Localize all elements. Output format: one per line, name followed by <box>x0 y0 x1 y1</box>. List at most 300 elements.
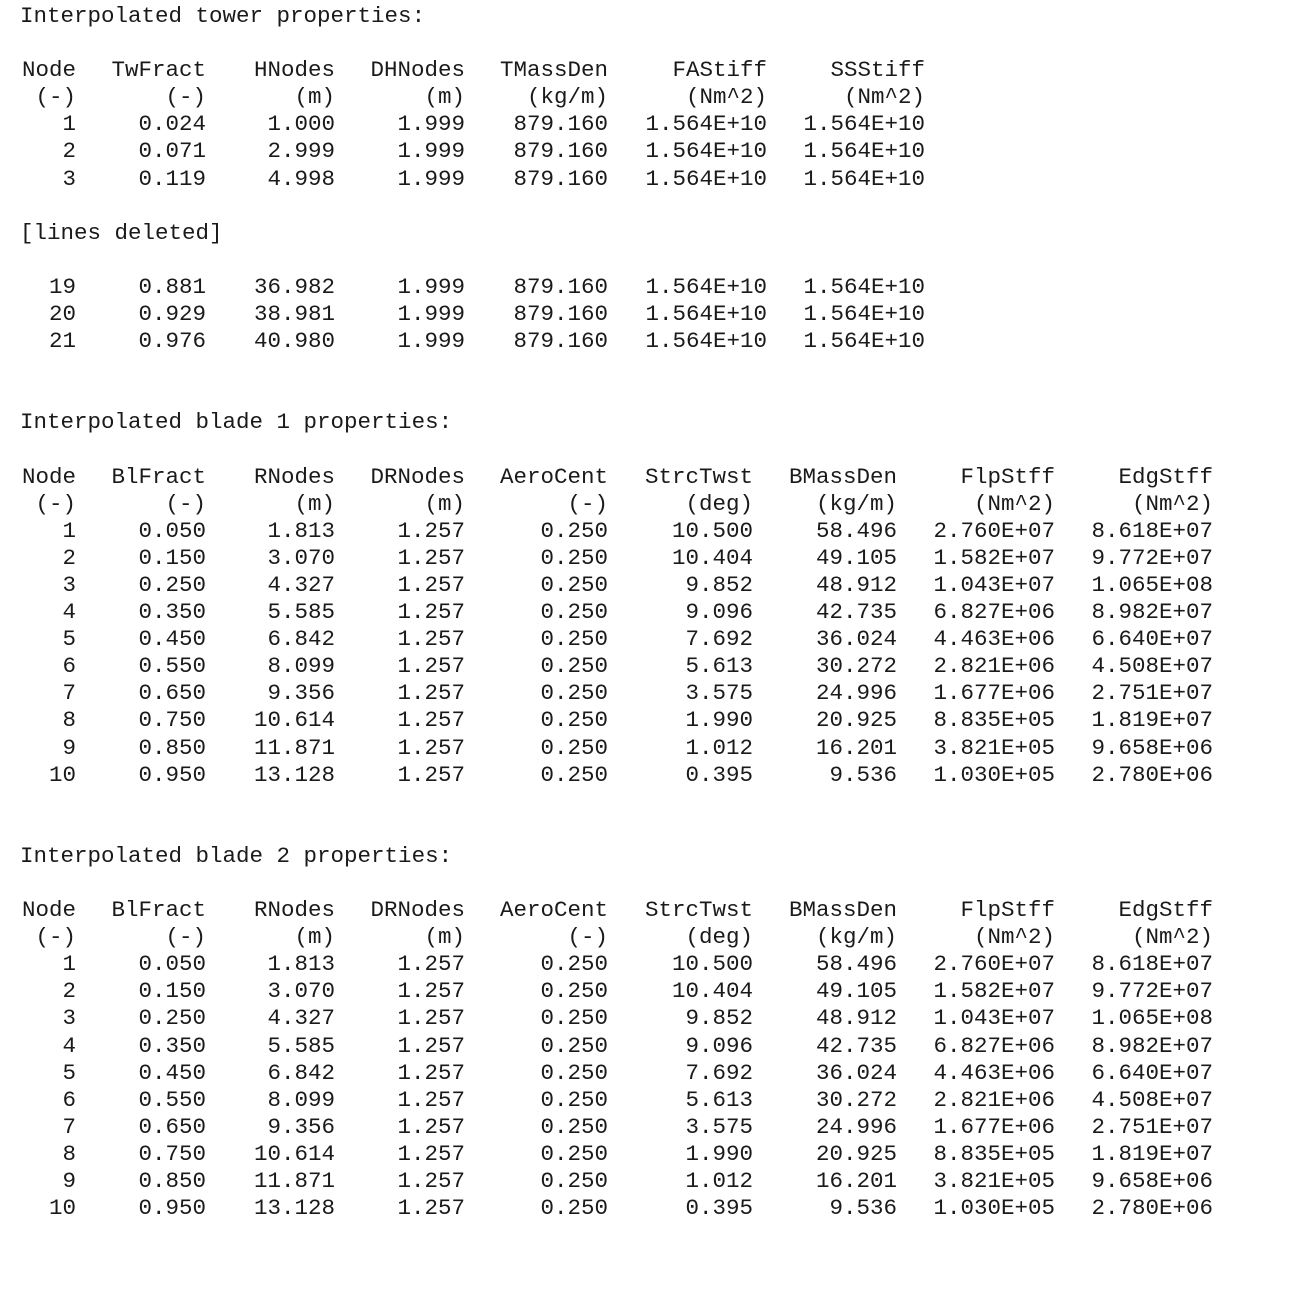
table-row <box>20 328 1290 355</box>
table-cell: 1.030E+05 <box>933 761 1055 788</box>
table-cell: 1.000 <box>267 111 335 138</box>
tower-section <box>20 3 1290 355</box>
table-cell: 9 <box>62 1168 76 1195</box>
table-cell: 9.356 <box>267 680 335 707</box>
unit-label: (Nm^2) <box>1131 924 1213 951</box>
table-cell: 0.250 <box>540 1059 608 1086</box>
table-row <box>20 735 1290 762</box>
table-cell: 0.250 <box>540 653 608 680</box>
table-cell: 0.250 <box>540 571 608 598</box>
table-row <box>20 518 1290 545</box>
table-cell: 0.250 <box>540 1140 608 1167</box>
table-cell: 9 <box>62 734 76 761</box>
table-cell: 0.250 <box>540 1005 608 1032</box>
unit-label: (Nm^2) <box>685 84 767 111</box>
table-cell: 0.395 <box>685 1195 753 1222</box>
table-cell: 38.981 <box>253 301 335 328</box>
table-cell: 2.780E+06 <box>1091 761 1213 788</box>
unit-label: (Nm^2) <box>1131 490 1213 517</box>
unit-label: (deg) <box>685 924 753 951</box>
table-cell: 1.990 <box>685 707 753 734</box>
table-cell: 30.272 <box>815 653 897 680</box>
table-cell: 4.327 <box>267 1005 335 1032</box>
blade-1-rows <box>20 518 1290 789</box>
blade-1-title: Interpolated blade 1 properties: <box>20 409 453 436</box>
table-cell: 0.550 <box>138 653 206 680</box>
tower-title: Interpolated tower properties: <box>20 3 426 29</box>
table-cell: 0.929 <box>138 301 206 328</box>
spacer <box>20 247 1290 274</box>
table-cell: 0.250 <box>540 734 608 761</box>
table-cell: 0.250 <box>540 599 608 626</box>
column-header: TwFract <box>111 57 206 84</box>
unit-label: (-) <box>567 490 608 517</box>
unit-label: (m) <box>424 490 465 517</box>
column-header: DRNodes <box>370 463 465 490</box>
table-cell: 9.658E+06 <box>1091 1168 1213 1195</box>
column-header: AeroCent <box>499 463 608 490</box>
table-cell: 5.585 <box>267 599 335 626</box>
table-cell: 1.257 <box>397 626 465 653</box>
table-row <box>20 951 1290 978</box>
table-cell: 1.257 <box>397 1005 465 1032</box>
table-cell: 21 <box>48 328 76 355</box>
table-row <box>20 1141 1290 1168</box>
table-row <box>20 1087 1290 1114</box>
table-cell: 58.496 <box>815 951 897 978</box>
table-cell: 1.999 <box>397 273 465 300</box>
table-cell: 7 <box>62 1113 76 1140</box>
table-cell: 42.735 <box>815 1032 897 1059</box>
table-cell: 10.500 <box>671 951 753 978</box>
table-row <box>20 707 1290 734</box>
table-cell: 1.257 <box>397 1195 465 1222</box>
table-cell: 1.564E+10 <box>645 165 767 192</box>
table-row <box>20 626 1290 653</box>
table-cell: 11.871 <box>253 734 335 761</box>
table-cell: 58.496 <box>815 517 897 544</box>
table-cell: 2.999 <box>267 138 335 165</box>
table-cell: 8.835E+05 <box>933 1140 1055 1167</box>
table-row <box>20 1114 1290 1141</box>
table-cell: 8.618E+07 <box>1091 517 1213 544</box>
table-cell: 0.350 <box>138 599 206 626</box>
table-row <box>20 111 1290 138</box>
table-cell: 0.050 <box>138 517 206 544</box>
table-cell: 3 <box>62 571 76 598</box>
unit-label: (m) <box>294 84 335 111</box>
table-row <box>20 1195 1290 1222</box>
table-cell: 1.999 <box>397 138 465 165</box>
unit-label: (-) <box>165 84 206 111</box>
table-cell: 6.842 <box>267 1059 335 1086</box>
table-cell: 36.024 <box>815 626 897 653</box>
table-cell: 13.128 <box>253 1195 335 1222</box>
table-cell: 0.250 <box>540 544 608 571</box>
table-cell: 0.250 <box>540 517 608 544</box>
table-cell: 0.881 <box>138 273 206 300</box>
tower-header-row <box>20 57 1290 84</box>
table-row <box>20 653 1290 680</box>
table-cell: 8.618E+07 <box>1091 951 1213 978</box>
table-cell: 1.257 <box>397 599 465 626</box>
column-header: FlpStff <box>960 897 1055 924</box>
table-cell: 10.500 <box>671 517 753 544</box>
table-cell: 1.030E+05 <box>933 1195 1055 1222</box>
spacer <box>20 382 1290 409</box>
table-cell: 10 <box>48 761 76 788</box>
table-cell: 3.575 <box>685 1113 753 1140</box>
table-row <box>20 138 1290 165</box>
table-cell: 1.257 <box>397 1086 465 1113</box>
table-cell: 11.871 <box>253 1168 335 1195</box>
unit-label: (-) <box>35 84 76 111</box>
table-cell: 1.564E+10 <box>803 301 925 328</box>
column-header: RNodes <box>253 463 335 490</box>
table-cell: 879.160 <box>513 301 608 328</box>
table-cell: 6.827E+06 <box>933 599 1055 626</box>
table-cell: 1.257 <box>397 951 465 978</box>
table-cell: 0.250 <box>540 626 608 653</box>
column-header: AeroCent <box>499 897 608 924</box>
table-row <box>20 599 1290 626</box>
table-cell: 1.257 <box>397 1032 465 1059</box>
output-listing <box>20 3 1290 1222</box>
unit-label: (kg/m) <box>815 490 897 517</box>
table-cell: 0.750 <box>138 1140 206 1167</box>
table-cell: 1.257 <box>397 1059 465 1086</box>
table-row <box>20 1060 1290 1087</box>
table-cell: 4.463E+06 <box>933 626 1055 653</box>
table-cell: 0.250 <box>138 1005 206 1032</box>
table-cell: 0.050 <box>138 951 206 978</box>
unit-label: (-) <box>35 490 76 517</box>
table-cell: 0.250 <box>540 761 608 788</box>
table-cell: 5.585 <box>267 1032 335 1059</box>
blade-2-title: Interpolated blade 2 properties: <box>20 842 453 869</box>
table-cell: 879.160 <box>513 111 608 138</box>
blade-2-rows <box>20 951 1290 1222</box>
table-cell: 1.257 <box>397 707 465 734</box>
column-header: Node <box>21 463 76 490</box>
spacer <box>20 193 1290 220</box>
table-cell: 1.257 <box>397 978 465 1005</box>
table-cell: 4.508E+07 <box>1091 1086 1213 1113</box>
table-row <box>20 301 1290 328</box>
column-header: Node <box>21 897 76 924</box>
table-cell: 8.982E+07 <box>1091 1032 1213 1059</box>
spacer <box>20 355 1290 382</box>
table-cell: 2.821E+06 <box>933 653 1055 680</box>
table-cell: 879.160 <box>513 328 608 355</box>
table-cell: 5 <box>62 1059 76 1086</box>
spacer <box>20 816 1290 843</box>
unit-label: (-) <box>165 490 206 517</box>
table-cell: 0.650 <box>138 1113 206 1140</box>
unit-label: (deg) <box>685 490 753 517</box>
table-cell: 1.065E+08 <box>1091 1005 1213 1032</box>
table-cell: 1.065E+08 <box>1091 571 1213 598</box>
table-cell: 9.852 <box>685 1005 753 1032</box>
blade-1-header-row <box>20 464 1290 491</box>
table-cell: 4.327 <box>267 571 335 598</box>
column-header: RNodes <box>253 897 335 924</box>
table-cell: 1.257 <box>397 761 465 788</box>
table-cell: 9.772E+07 <box>1091 544 1213 571</box>
table-cell: 6.640E+07 <box>1091 626 1213 653</box>
column-header: FAStiff <box>672 57 767 84</box>
table-cell: 1.999 <box>397 111 465 138</box>
table-cell: 4 <box>62 599 76 626</box>
table-cell: 9.772E+07 <box>1091 978 1213 1005</box>
table-cell: 1.813 <box>267 951 335 978</box>
unit-label: (kg/m) <box>526 84 608 111</box>
table-cell: 1.257 <box>397 1140 465 1167</box>
table-cell: 2.751E+07 <box>1091 1113 1213 1140</box>
table-cell: 3 <box>62 165 76 192</box>
table-cell: 24.996 <box>815 680 897 707</box>
table-cell: 4.998 <box>267 165 335 192</box>
table-cell: 9.852 <box>685 571 753 598</box>
table-cell: 1.257 <box>397 571 465 598</box>
table-cell: 0.250 <box>540 978 608 1005</box>
table-cell: 5.613 <box>685 653 753 680</box>
table-cell: 16.201 <box>815 1168 897 1195</box>
table-cell: 0.250 <box>540 1168 608 1195</box>
column-header: SSStiff <box>830 57 925 84</box>
table-cell: 879.160 <box>513 165 608 192</box>
table-cell: 1.257 <box>397 544 465 571</box>
table-cell: 30.272 <box>815 1086 897 1113</box>
table-cell: 36.982 <box>253 273 335 300</box>
column-header: FlpStff <box>960 463 1055 490</box>
table-cell: 20.925 <box>815 1140 897 1167</box>
table-cell: 1.257 <box>397 680 465 707</box>
table-cell: 1.999 <box>397 328 465 355</box>
table-cell: 9.096 <box>685 599 753 626</box>
table-cell: 3.821E+05 <box>933 734 1055 761</box>
blade-2-units-row <box>20 924 1290 951</box>
table-cell: 36.024 <box>815 1059 897 1086</box>
table-cell: 0.976 <box>138 328 206 355</box>
blade-2-section <box>20 843 1290 1222</box>
unit-label: (kg/m) <box>815 924 897 951</box>
table-row <box>20 1033 1290 1060</box>
table-cell: 1.677E+06 <box>933 1113 1055 1140</box>
table-cell: 1 <box>62 951 76 978</box>
table-cell: 879.160 <box>513 273 608 300</box>
unit-label: (-) <box>165 924 206 951</box>
table-cell: 19 <box>48 273 76 300</box>
table-cell: 16.201 <box>815 734 897 761</box>
table-cell: 1.582E+07 <box>933 544 1055 571</box>
table-cell: 1.819E+07 <box>1091 707 1213 734</box>
table-cell: 0.250 <box>540 1113 608 1140</box>
table-row <box>20 545 1290 572</box>
table-cell: 9.096 <box>685 1032 753 1059</box>
table-cell: 5.613 <box>685 1086 753 1113</box>
table-cell: 8 <box>62 707 76 734</box>
table-cell: 1.677E+06 <box>933 680 1055 707</box>
table-cell: 0.150 <box>138 544 206 571</box>
table-cell: 8.099 <box>267 653 335 680</box>
table-cell: 3 <box>62 1005 76 1032</box>
column-header: BMassDen <box>788 463 897 490</box>
table-cell: 0.550 <box>138 1086 206 1113</box>
table-cell: 1.257 <box>397 653 465 680</box>
table-cell: 1.564E+10 <box>803 111 925 138</box>
column-header: BlFract <box>111 463 206 490</box>
table-cell: 20 <box>48 301 76 328</box>
spacer <box>20 789 1290 816</box>
table-cell: 6.842 <box>267 626 335 653</box>
table-cell: 0.024 <box>138 111 206 138</box>
unit-label: (m) <box>294 490 335 517</box>
table-cell: 0.250 <box>540 951 608 978</box>
table-cell: 2.760E+07 <box>933 951 1055 978</box>
table-cell: 1.564E+10 <box>645 111 767 138</box>
tower-rows-top <box>20 111 1290 192</box>
table-cell: 0.350 <box>138 1032 206 1059</box>
table-cell: 0.850 <box>138 734 206 761</box>
table-cell: 8.099 <box>267 1086 335 1113</box>
table-cell: 3.575 <box>685 680 753 707</box>
column-header: DHNodes <box>370 57 465 84</box>
table-cell: 1.564E+10 <box>645 301 767 328</box>
table-cell: 10.404 <box>671 978 753 1005</box>
table-row <box>20 572 1290 599</box>
table-cell: 0.950 <box>138 761 206 788</box>
table-cell: 1.012 <box>685 734 753 761</box>
column-header: StrcTwst <box>644 463 753 490</box>
table-cell: 2.751E+07 <box>1091 680 1213 707</box>
table-cell: 1.043E+07 <box>933 1005 1055 1032</box>
table-cell: 0.850 <box>138 1168 206 1195</box>
unit-label: (m) <box>294 924 335 951</box>
table-cell: 10.614 <box>253 1140 335 1167</box>
table-cell: 0.650 <box>138 680 206 707</box>
table-cell: 3.070 <box>267 544 335 571</box>
unit-label: (-) <box>35 924 76 951</box>
table-cell: 0.950 <box>138 1195 206 1222</box>
table-cell: 1.043E+07 <box>933 571 1055 598</box>
table-cell: 1.564E+10 <box>803 273 925 300</box>
table-cell: 6.827E+06 <box>933 1032 1055 1059</box>
column-header: Node <box>21 57 76 84</box>
table-cell: 7.692 <box>685 1059 753 1086</box>
column-header: HNodes <box>253 57 335 84</box>
table-cell: 24.996 <box>815 1113 897 1140</box>
table-cell: 2.821E+06 <box>933 1086 1055 1113</box>
table-cell: 2.780E+06 <box>1091 1195 1213 1222</box>
table-cell: 9.536 <box>829 1195 897 1222</box>
table-cell: 7.692 <box>685 626 753 653</box>
tower-units-row <box>20 84 1290 111</box>
table-cell: 2.760E+07 <box>933 517 1055 544</box>
table-cell: 5 <box>62 626 76 653</box>
table-cell: 1.582E+07 <box>933 978 1055 1005</box>
tower-rows-bottom <box>20 274 1290 355</box>
table-cell: 0.250 <box>540 680 608 707</box>
table-cell: 4.508E+07 <box>1091 653 1213 680</box>
table-cell: 10 <box>48 1195 76 1222</box>
table-cell: 9.536 <box>829 761 897 788</box>
table-cell: 6.640E+07 <box>1091 1059 1213 1086</box>
table-row <box>20 978 1290 1005</box>
table-cell: 0.071 <box>138 138 206 165</box>
table-cell: 1.012 <box>685 1168 753 1195</box>
table-cell: 0.250 <box>540 1032 608 1059</box>
column-header: BlFract <box>111 897 206 924</box>
table-cell: 48.912 <box>815 571 897 598</box>
table-cell: 0.119 <box>138 165 206 192</box>
blade-1-section <box>20 409 1290 788</box>
table-cell: 1.813 <box>267 517 335 544</box>
table-cell: 40.980 <box>253 328 335 355</box>
unit-label: (m) <box>424 84 465 111</box>
table-cell: 1.257 <box>397 517 465 544</box>
table-cell: 2 <box>62 138 76 165</box>
unit-label: (-) <box>567 924 608 951</box>
blade-2-header-row <box>20 897 1290 924</box>
table-cell: 1.564E+10 <box>803 328 925 355</box>
table-cell: 9.658E+06 <box>1091 734 1213 761</box>
table-cell: 1.564E+10 <box>803 165 925 192</box>
table-cell: 13.128 <box>253 761 335 788</box>
column-header: TMassDen <box>499 57 608 84</box>
table-cell: 0.250 <box>540 1195 608 1222</box>
table-row <box>20 274 1290 301</box>
column-header: BMassDen <box>788 897 897 924</box>
table-cell: 1 <box>62 517 76 544</box>
table-cell: 2 <box>62 544 76 571</box>
unit-label: (m) <box>424 924 465 951</box>
table-cell: 1.564E+10 <box>645 138 767 165</box>
table-cell: 42.735 <box>815 599 897 626</box>
deleted-lines-note: [lines deleted] <box>20 219 223 246</box>
table-row <box>20 762 1290 789</box>
table-cell: 1.999 <box>397 165 465 192</box>
unit-label: (Nm^2) <box>973 490 1055 517</box>
table-row <box>20 1005 1290 1032</box>
table-cell: 48.912 <box>815 1005 897 1032</box>
table-cell: 7 <box>62 680 76 707</box>
spacer <box>20 870 1290 897</box>
table-cell: 1.564E+10 <box>645 328 767 355</box>
table-cell: 0.750 <box>138 707 206 734</box>
unit-label: (Nm^2) <box>843 84 925 111</box>
table-cell: 10.614 <box>253 707 335 734</box>
table-cell: 8 <box>62 1140 76 1167</box>
table-cell: 3.070 <box>267 978 335 1005</box>
table-cell: 49.105 <box>815 978 897 1005</box>
table-cell: 6 <box>62 1086 76 1113</box>
table-cell: 8.982E+07 <box>1091 599 1213 626</box>
column-header: EdgStff <box>1118 897 1213 924</box>
spacer <box>20 437 1290 464</box>
table-cell: 0.250 <box>138 571 206 598</box>
table-cell: 0.450 <box>138 1059 206 1086</box>
table-row <box>20 166 1290 193</box>
column-header: DRNodes <box>370 897 465 924</box>
table-cell: 8.835E+05 <box>933 707 1055 734</box>
column-header: EdgStff <box>1118 463 1213 490</box>
table-row <box>20 1168 1290 1195</box>
table-cell: 1.819E+07 <box>1091 1140 1213 1167</box>
table-cell: 0.250 <box>540 1086 608 1113</box>
table-cell: 3.821E+05 <box>933 1168 1055 1195</box>
table-cell: 0.250 <box>540 707 608 734</box>
